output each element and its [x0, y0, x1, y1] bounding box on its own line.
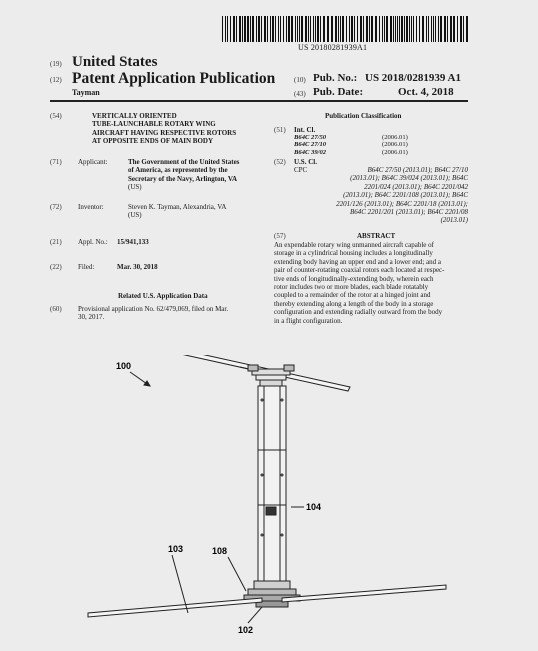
abstract-text: An expendable rotary wing unmanned aircraft capable of storage in a cylindrical housing includes a longitudinally extending body having an upper end and a lower end; and a pair of counter-rotating coaxial rotors each located at respec- tive ends of longitudinally-extending body, wherein each rotor includes two or more blades, each blade rotatably coupled to a remainder of the rotor at a hinged joint and thereby extending along a length of the body in a storage configuration and extending radially outward from the body in a flight configuration. [274, 241, 445, 325]
barcode-bar [310, 16, 311, 42]
barcode-bar [267, 16, 268, 42]
int-cl-list [294, 134, 408, 156]
barcode-bar [363, 16, 364, 42]
main-body [258, 386, 286, 581]
barcode-bar [447, 16, 448, 42]
pub-date: Oct. 4, 2018 [398, 86, 454, 98]
barcode-bar [426, 16, 427, 42]
inventor-label: Inventor: [78, 203, 104, 211]
barcode-bar [435, 16, 436, 42]
barcode-bar [317, 16, 319, 42]
barcode-bar [244, 16, 246, 42]
barcode-bar [331, 16, 333, 42]
barcode-number: US 20180281939A1 [298, 43, 368, 52]
barcode-bar [236, 16, 237, 42]
barcode-bar [342, 16, 344, 42]
pub-no-label: Pub. No.: [313, 72, 358, 84]
pub-date-code: (43) [294, 90, 306, 98]
barcode-bar [384, 16, 385, 42]
barcode-bar [399, 16, 400, 42]
appl-label: Appl. No.: [78, 238, 108, 246]
classification-heading: Publication Classification [325, 112, 402, 120]
barcode-bar [264, 16, 266, 42]
barcode-bar [397, 16, 398, 42]
pub-type: Patent Application Publication [72, 70, 276, 87]
label-102: 102 [238, 625, 254, 635]
barcode-bar [428, 16, 429, 42]
barcode-bar [305, 16, 307, 42]
barcode-bar [297, 16, 298, 42]
barcode-bar [315, 16, 316, 42]
barcode-bar [227, 16, 228, 42]
barcode-bar [440, 16, 442, 42]
barcode-bar [411, 16, 412, 42]
barcode-bar [382, 16, 383, 42]
label-108: 108 [212, 546, 228, 556]
barcode-bar [308, 16, 309, 42]
barcode-bar [250, 16, 251, 42]
barcode-bar [233, 16, 235, 42]
label-104: 104 [306, 502, 322, 512]
barcode-bar [438, 16, 439, 42]
barcode-bar [386, 16, 388, 42]
applicant-label: Applicant: [78, 158, 108, 166]
barcode-bar [256, 16, 257, 42]
abstract-code: (57) [274, 232, 286, 240]
barcode-bar [450, 16, 452, 42]
label-103: 103 [168, 544, 184, 554]
barcode-bar [404, 16, 405, 42]
barcode-bar [419, 16, 420, 42]
barcode-bar [272, 16, 274, 42]
barcode-bar [431, 16, 432, 42]
barcode-bar [222, 16, 223, 42]
barcode-bar [242, 16, 243, 42]
barcode-bar [258, 16, 260, 42]
barcode-bar [225, 16, 226, 42]
patent-drawing [0, 355, 538, 651]
leader-108 [228, 557, 246, 591]
barcode-bar [351, 16, 353, 42]
barcode-bar [291, 16, 293, 42]
barcode-bar [323, 16, 325, 42]
barcode [222, 16, 470, 42]
barcode-bar [320, 16, 321, 42]
us-cl-label: U.S. Cl. [294, 158, 317, 166]
filed-date: Mar. 30, 2018 [117, 263, 158, 271]
abstract-heading: ABSTRACT [357, 232, 396, 240]
barcode-bar [275, 16, 276, 42]
int-cl-code: (51) [274, 126, 286, 134]
appl-no: 15/941,133 [117, 238, 149, 246]
barcode-bar [301, 16, 303, 42]
leader-102 [248, 607, 262, 623]
int-cl-row: B64C 27/50 (2006.01) [294, 134, 408, 141]
pub-type-code: (12) [50, 76, 62, 84]
pub-date-label: Pub. Date: [313, 86, 364, 98]
barcode-bar [354, 16, 355, 42]
barcode-bar [270, 16, 271, 42]
prov-code: (60) [50, 305, 62, 313]
barcode-bar [433, 16, 434, 42]
barcode-bar [409, 16, 410, 42]
inventor-surname: Tayman [72, 88, 100, 97]
barcode-bar [444, 16, 446, 42]
cpc-classes: B64C 27/50 (2013.01); B64C 27/10 (2013.01); B64C 39/024 (2013.01); B64C 2201/024 (2013.01); B64C 2201/042 (2013.01); B64C 2201/108 (2013.01); B64C 2201/126 (2013.01); B64C 2201/18 (2013.01); B64C 2201/201 (2013.01); B64C 2201/08 (2013.01) [336, 166, 468, 225]
barcode-bar [247, 16, 249, 42]
barcode-bar [239, 16, 241, 42]
barcode-bar [422, 16, 424, 42]
inventor-name: Steven K. Tayman, Alexandria, VA (US) [128, 203, 227, 220]
title-code: (54) [50, 112, 62, 120]
barcode-bar [460, 16, 462, 42]
barcode-bar [393, 16, 394, 42]
barcode-bar [413, 16, 414, 42]
pub-no: US 2018/0281939 A1 [365, 72, 461, 84]
cpc-label: CPC [294, 166, 308, 174]
related-data-heading: Related U.S. Application Data [118, 292, 208, 300]
provisional-application: Provisional application No. 62/479,069, filed on Mar. 30, 2017. [78, 305, 229, 322]
label-100: 100 [116, 361, 132, 371]
us-cl-code: (52) [274, 158, 286, 166]
barcode-bar [369, 16, 370, 42]
barcode-bar [453, 16, 455, 42]
barcode-bar [230, 16, 231, 42]
barcode-bar [395, 16, 396, 42]
header-rule [50, 100, 468, 102]
barcode-bar [390, 16, 392, 42]
barcode-bar [299, 16, 300, 42]
barcode-bar [375, 16, 377, 42]
barcode-bar [286, 16, 287, 42]
upper-rotor-hub [248, 365, 294, 386]
barcode-bar [360, 16, 362, 42]
barcode-bar [416, 16, 417, 42]
barcode-bar [338, 16, 339, 42]
barcode-bar [401, 16, 403, 42]
leader-103 [172, 555, 188, 613]
int-cl-row: B64C 27/10 (2006.01) [294, 141, 408, 149]
barcode-bar [457, 16, 458, 42]
barcode-bar [261, 16, 262, 42]
barcode-bar [313, 16, 314, 42]
applicant-name: The Government of the United States of America, as represented by the Secretary of the Navy, Arlington, VA (US) [128, 158, 240, 192]
barcode-bar [327, 16, 329, 42]
barcode-bar [335, 16, 337, 42]
barcode-bar [278, 16, 279, 42]
filed-label: Filed: [78, 263, 95, 271]
barcode-bar [346, 16, 347, 42]
barcode-bar [349, 16, 350, 42]
barcode-bar [283, 16, 284, 42]
barcode-bar [295, 16, 296, 42]
country-name: United States [72, 54, 158, 70]
appl-code: (21) [50, 238, 62, 246]
pub-no-code: (10) [294, 76, 306, 84]
int-cl-label: Int. Cl. [294, 126, 316, 134]
barcode-bar [366, 16, 368, 42]
invention-title: VERTICALLY ORIENTED TUBE-LAUNCHABLE ROTARY WING AIRCRAFT HAVING RESPECTIVE ROTORS AT OPPOSITE ENDS OF MAIN BODY [92, 112, 237, 146]
barcode-bar [406, 16, 408, 42]
barcode-bar [371, 16, 373, 42]
int-cl-row: B64C 39/02 (2006.01) [294, 148, 408, 156]
barcode-bar [466, 16, 468, 42]
barcode-bar [340, 16, 341, 42]
barcode-bar [463, 16, 464, 42]
barcode-bar [288, 16, 290, 42]
filed-code: (22) [50, 263, 62, 271]
reference-arrow-100 [130, 372, 150, 386]
country-code: (19) [50, 60, 62, 68]
applicant-code: (71) [50, 158, 62, 166]
barcode-bar [280, 16, 281, 42]
inventor-code: (72) [50, 203, 62, 211]
barcode-bar [379, 16, 380, 42]
barcode-bar [357, 16, 358, 42]
barcode-bar [252, 16, 254, 42]
